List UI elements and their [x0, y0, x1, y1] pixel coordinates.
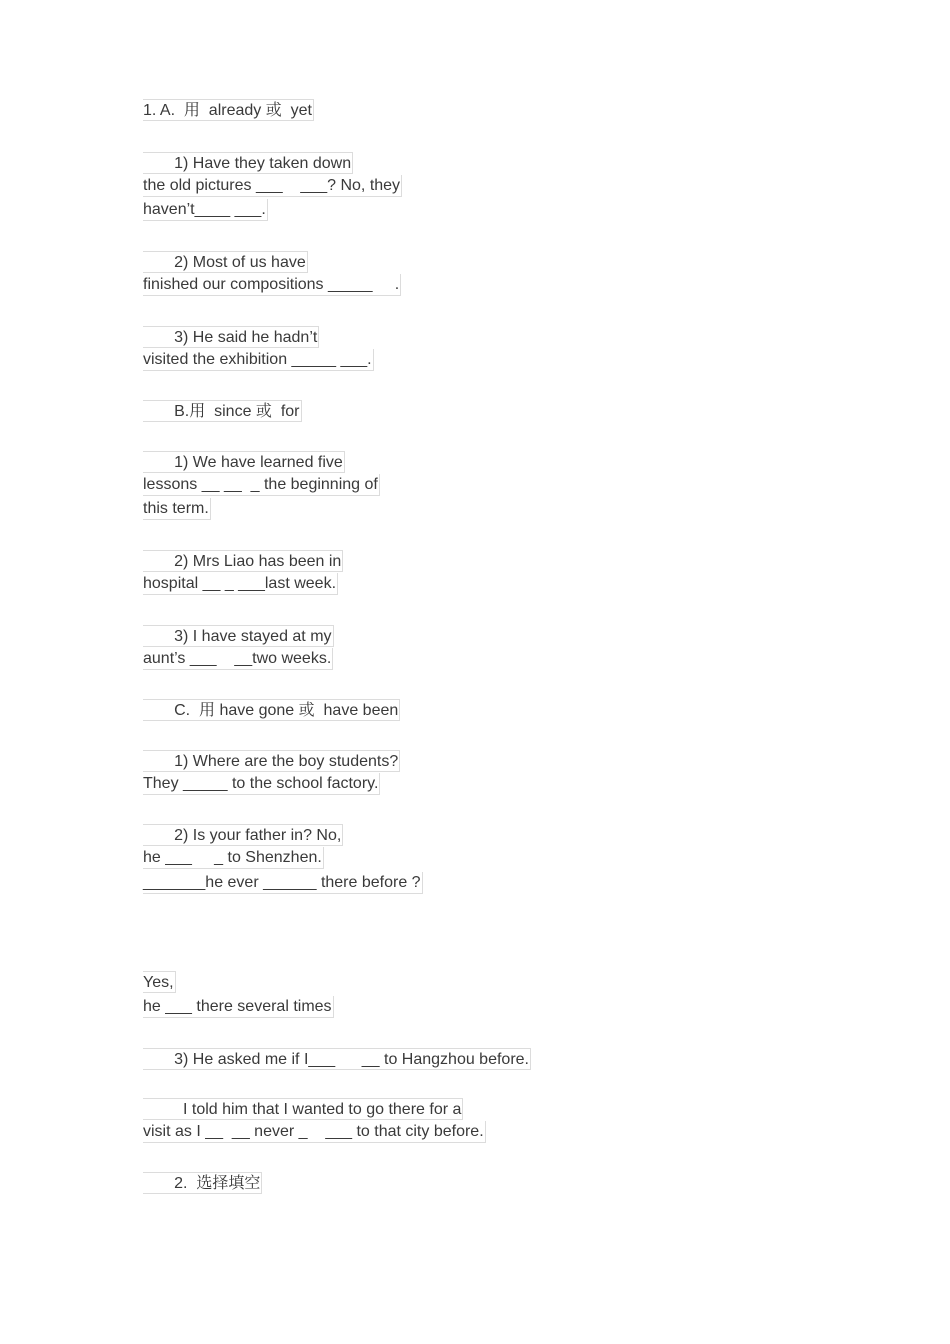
c-q2-line5: he ___ there several times	[143, 996, 334, 1018]
b-q2-line1: 2) Mrs Liao has been in	[143, 550, 343, 572]
b-q2-line2: hospital __ _ ___last week.	[143, 573, 338, 595]
section-b-heading: B.用 since 或 for	[143, 400, 302, 422]
c-q1-line2: They _____ to the school factory.	[143, 773, 380, 795]
c-q3-line2: I told him that I wanted to go there for a	[143, 1098, 463, 1120]
b-q1-line1: 1) We have learned five	[143, 451, 345, 473]
c-q1-line1: 1) Where are the boy students?	[143, 750, 400, 772]
a-q3-line2: visited the exhibition _____ ___.	[143, 349, 374, 371]
c-q2-line3: _______he ever ______ there before ?	[143, 872, 423, 894]
b-q3-line2: aunt’s ___ __two weeks.	[143, 648, 333, 670]
b-q1-line3: this term.	[143, 498, 211, 520]
c-q2-line1: 2) Is your father in? No,	[143, 824, 343, 846]
section-c-heading: C. 用 have gone 或 have been	[143, 699, 400, 721]
c-q3-line3: visit as I __ __ never _ ___ to that city before.	[143, 1121, 486, 1143]
a-q3-line1: 3) He said he hadn’t	[143, 326, 319, 348]
a-q2-line2: finished our compositions _____ .	[143, 274, 401, 296]
section-2-heading: 2. 选择填空	[143, 1172, 262, 1194]
b-q3-line1: 3) I have stayed at my	[143, 625, 334, 647]
a-q1-line2: the old pictures ___ ___? No, they	[143, 175, 402, 197]
a-q1-line3: haven’t____ ___.	[143, 199, 268, 221]
c-q2-line4: Yes,	[143, 971, 176, 993]
c-q2-line2: he ___ _ to Shenzhen.	[143, 847, 324, 869]
a-q1-line1: 1) Have they taken down	[143, 152, 353, 174]
a-q2-line1: 2) Most of us have	[143, 251, 308, 273]
section-a-heading: 1. A. 用 already 或 yet	[143, 99, 314, 121]
b-q1-line2: lessons __ __ _ the beginning of	[143, 474, 380, 496]
c-q3-line1: 3) He asked me if I___ __ to Hangzhou before.	[143, 1048, 531, 1070]
